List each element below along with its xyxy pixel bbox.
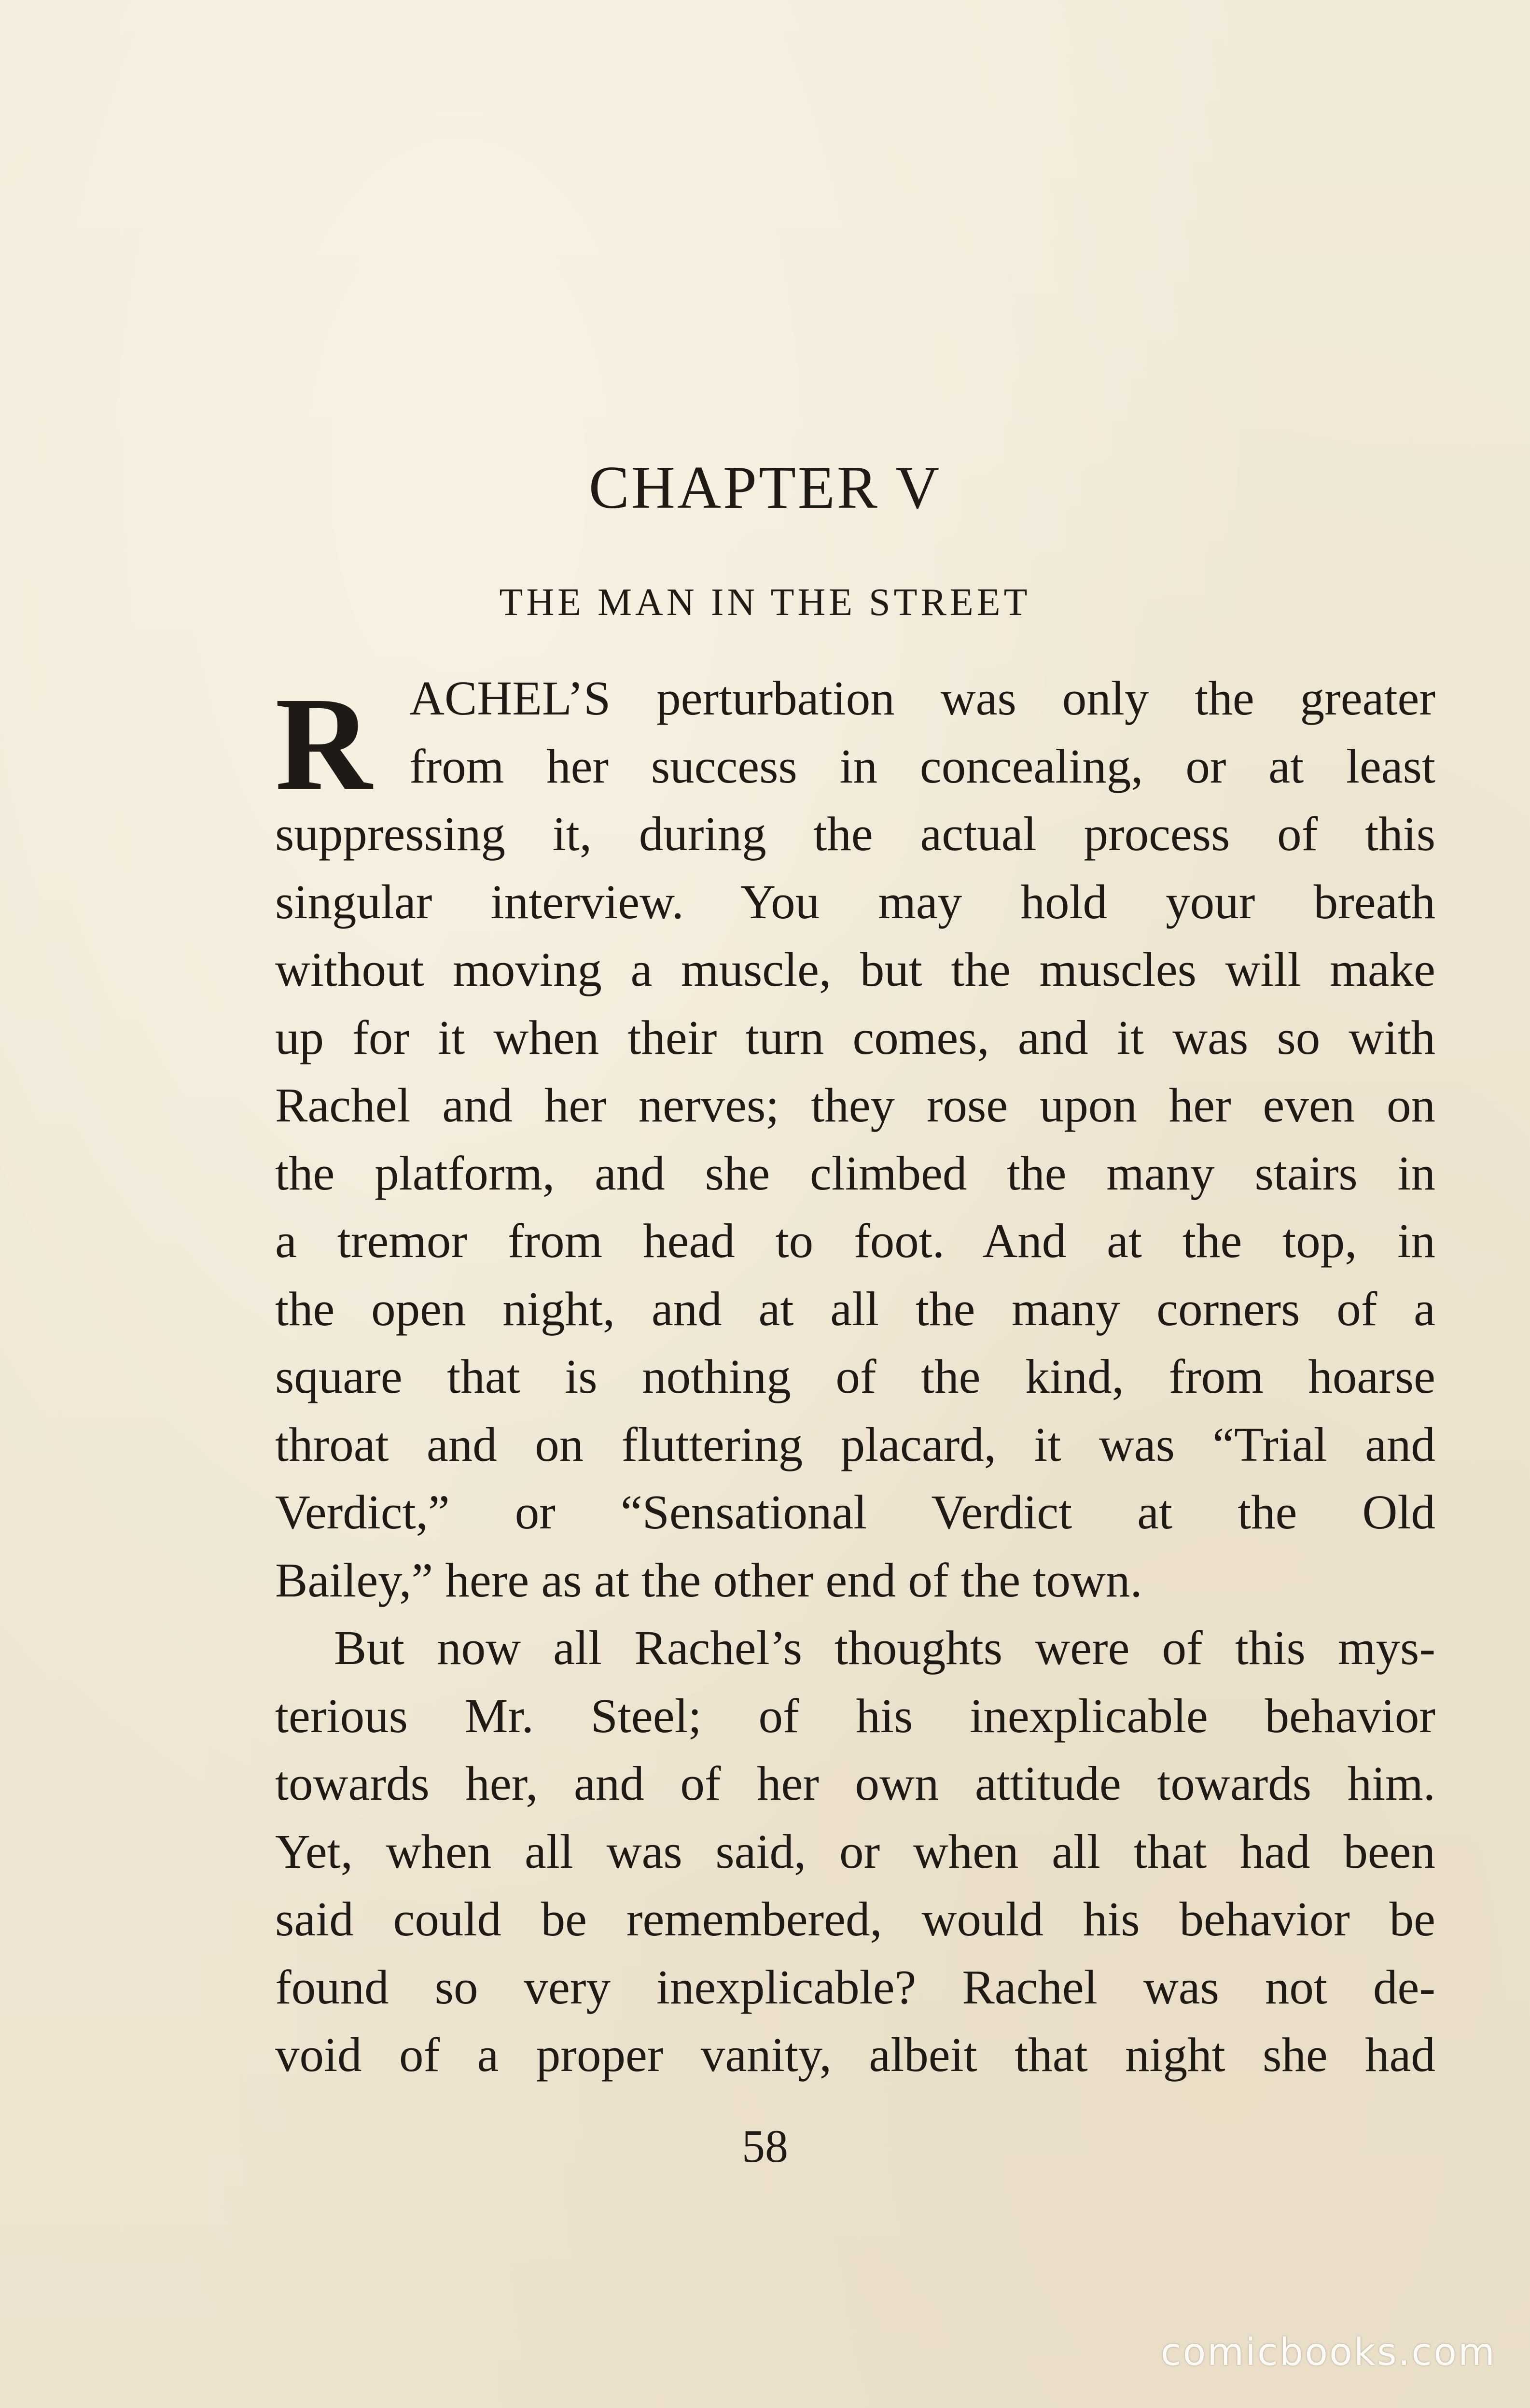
text-line: from her success in concealing, or at least [409,739,1435,793]
text-line: found so very inexplicable? Rachel was not de- [275,1960,1435,2014]
text-line: Bailey,” here as at the other end of the town. [275,1553,1142,1607]
text-line: terious Mr. Steel; of his inexplicable behavior [275,1688,1435,1743]
text-line: singular interview. You may hold your breath [275,874,1435,929]
text-line: the open night, and at all the many corners of a [275,1281,1435,1336]
text-line: Yet, when all was said, or when all that had been [275,1824,1435,1878]
text-line: suppressing it, during the actual process of this [275,807,1435,861]
text-line: without moving a muscle, but the muscles will make [275,942,1435,996]
page-number: 58 [742,2120,788,2172]
watermark: comicbooks.com [1160,2331,1496,2374]
text-line: ACHEL’S perturbation was only the greater [409,671,1435,725]
text-line: square that is nothing of the kind, from hoarse [275,1349,1435,1403]
text-line: throat and on fluttering placard, it was “Trial and [275,1417,1435,1471]
text-line: said could be remembered, would his behavior be [275,1892,1435,1946]
text-line: a tremor from head to foot. And at the top, in [275,1214,1435,1268]
text-line: void of a proper vanity, albeit that night she had [275,2028,1435,2082]
text-line: the platform, and she climbed the many stairs in [275,1146,1435,1200]
chapter-title: CHAPTER V [588,454,942,521]
text-line: up for it when their turn comes, and it was so with [275,1010,1435,1064]
text-line: Verdict,” or “Sensational Verdict at the Old [275,1485,1435,1539]
body-text [275,664,1435,2089]
text-line: Rachel and her nerves; they rose upon her even on [275,1078,1435,1132]
chapter-subtitle: THE MAN IN THE STREET [499,581,1031,624]
text-line: towards her, and of her own attitude towards him. [275,1756,1435,1810]
text-line: But now all Rachel’s thoughts were of this mys- [334,1621,1435,1675]
drop-cap: R [275,670,372,818]
